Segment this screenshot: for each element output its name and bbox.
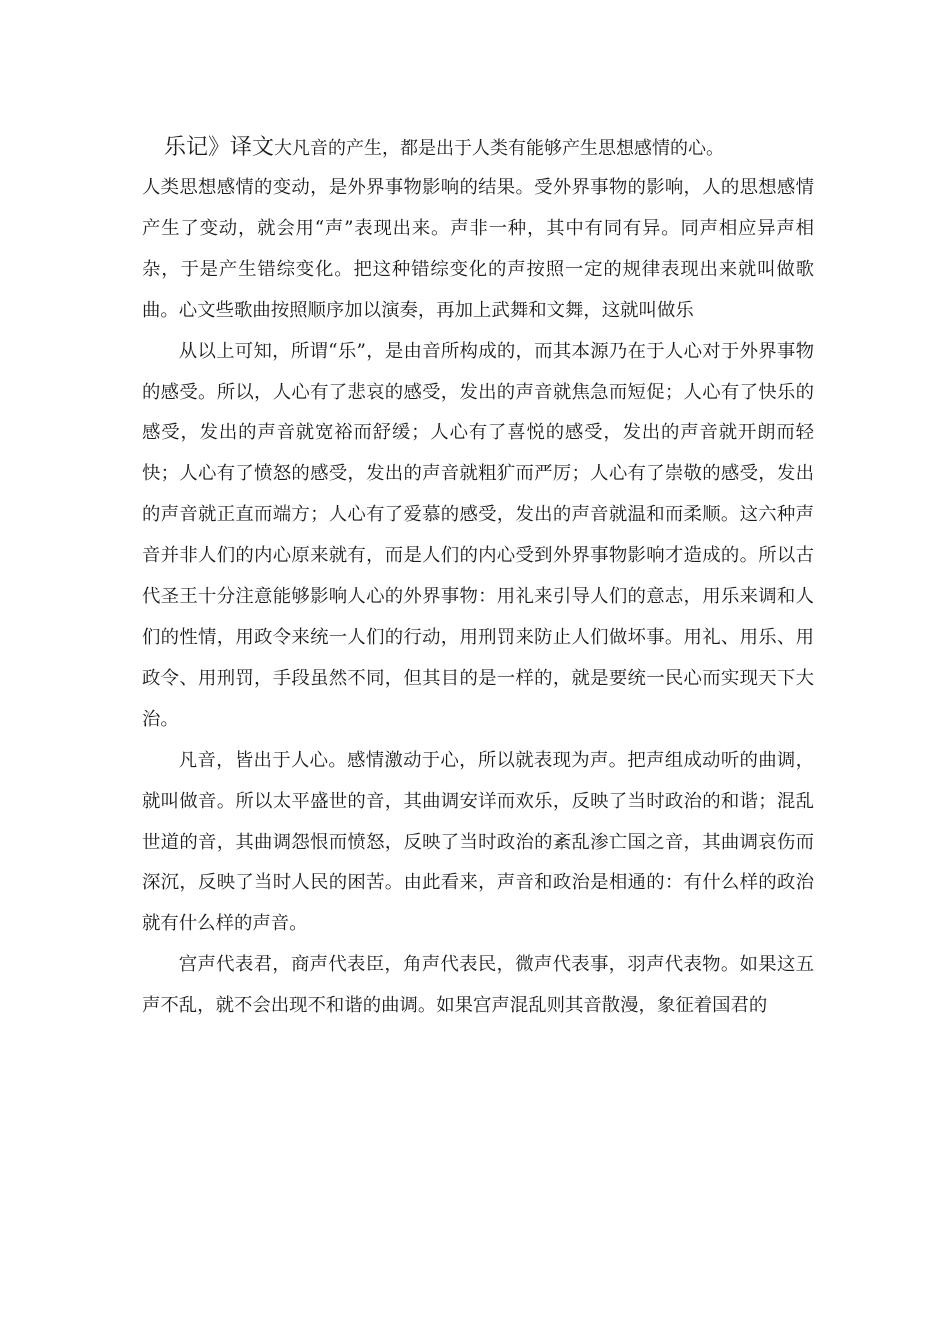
paragraph-3: 凡音，皆出于人心。感情激动于心，所以就表现为声。把声组成动听的曲调，就叫做音。所以太平盛世的音，其曲调安详而欢乐，反映了当时政治的和谐；混乱世道的音，其曲调怨恨而愤怒，反映了当时政治的紊乱渗亡国之音，其曲调哀伤而深沉，反映了当时人民的困苦。由此看来，声音和政治是相通的：有什么样的政治就有什么样的声音。 [142,749,814,935]
paragraph-4: 宫声代表君，商声代表臣，角声代表民，微声代表事，羽声代表物。如果这五声不乱，就不会出现不和谐的曲调。如果宫声混乱则其音散漫，象征着国君的 [142,954,814,1017]
heading-line [142,128,814,168]
lead-sentence: 大凡音的产生，都是出于人类有能够产生思想感情的心。 [274,138,725,159]
document-body [142,128,814,1027]
paragraph-1: 人类思想感情的变动，是外界事物影响的结果。受外界事物的影响，人的思想感情产生了变动，就会用“声”表现出来。声非一种，其中有同有异。同声相应异声相杂，于是产生错综变化。把这种错综变化的声按照一定的规律表现出来就叫做歌曲。心文些歌曲按照顺序加以演奏，再加上武舞和文舞，这就叫做乐 [142,177,814,321]
document-title: 乐记》译文 [164,135,275,160]
paragraph-2: 从以上可知，所谓“乐”，是由音所构成的，而其本源乃在于人心对于外界事物的感受。所以，人心有了悲哀的感受，发出的声音就焦急而短促；人心有了快乐的感受，发出的声音就宽裕而舒缓；人心有了喜悦的感受，发出的声音就开朗而轻快；人心有了愤怒的感受，发出的声音就粗犷而严厉；人心有了崇敬的感受，发出的声音就正直而端方；人心有了爱慕的感受，发出的声音就温和而柔顺。这六种声音并非人们的内心原来就有，而是人们的内心受到外界事物影响才造成的。所以古代圣王十分注意能够影响人心的外界事物：用礼来引导人们的意志，用乐来调和人们的性情，用政令来统一人们的行动，用刑罚来防止人们做坏事。用礼、用乐、用政令、用刑罚，手段虽然不同，但其目的是一样的，就是要统一民心而实现天下大治。 [142,340,814,730]
